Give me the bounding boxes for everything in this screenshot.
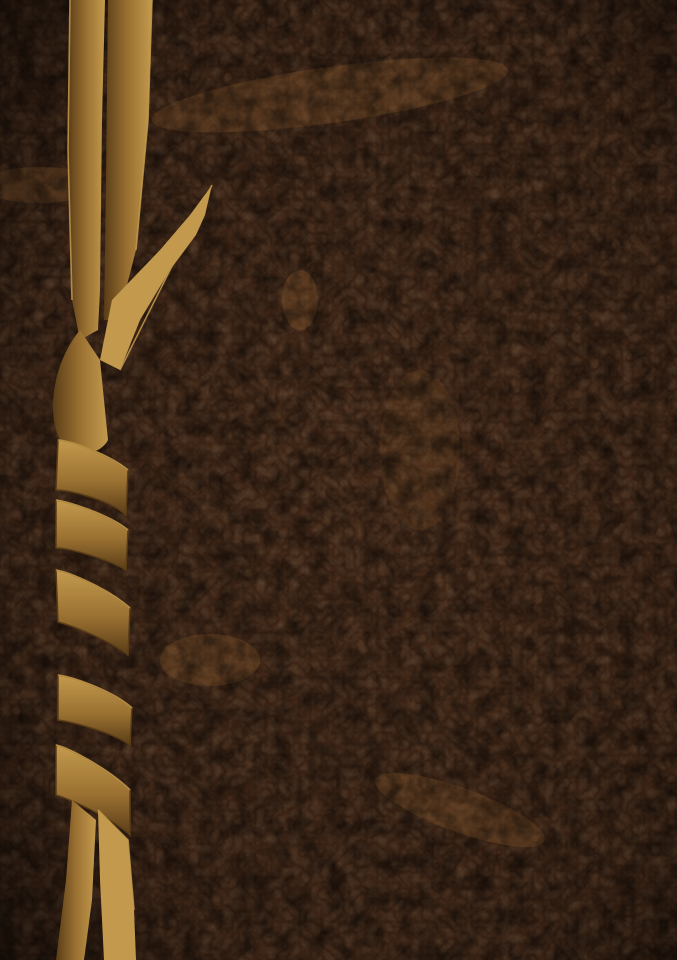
lace-strip-left (68, 0, 105, 340)
